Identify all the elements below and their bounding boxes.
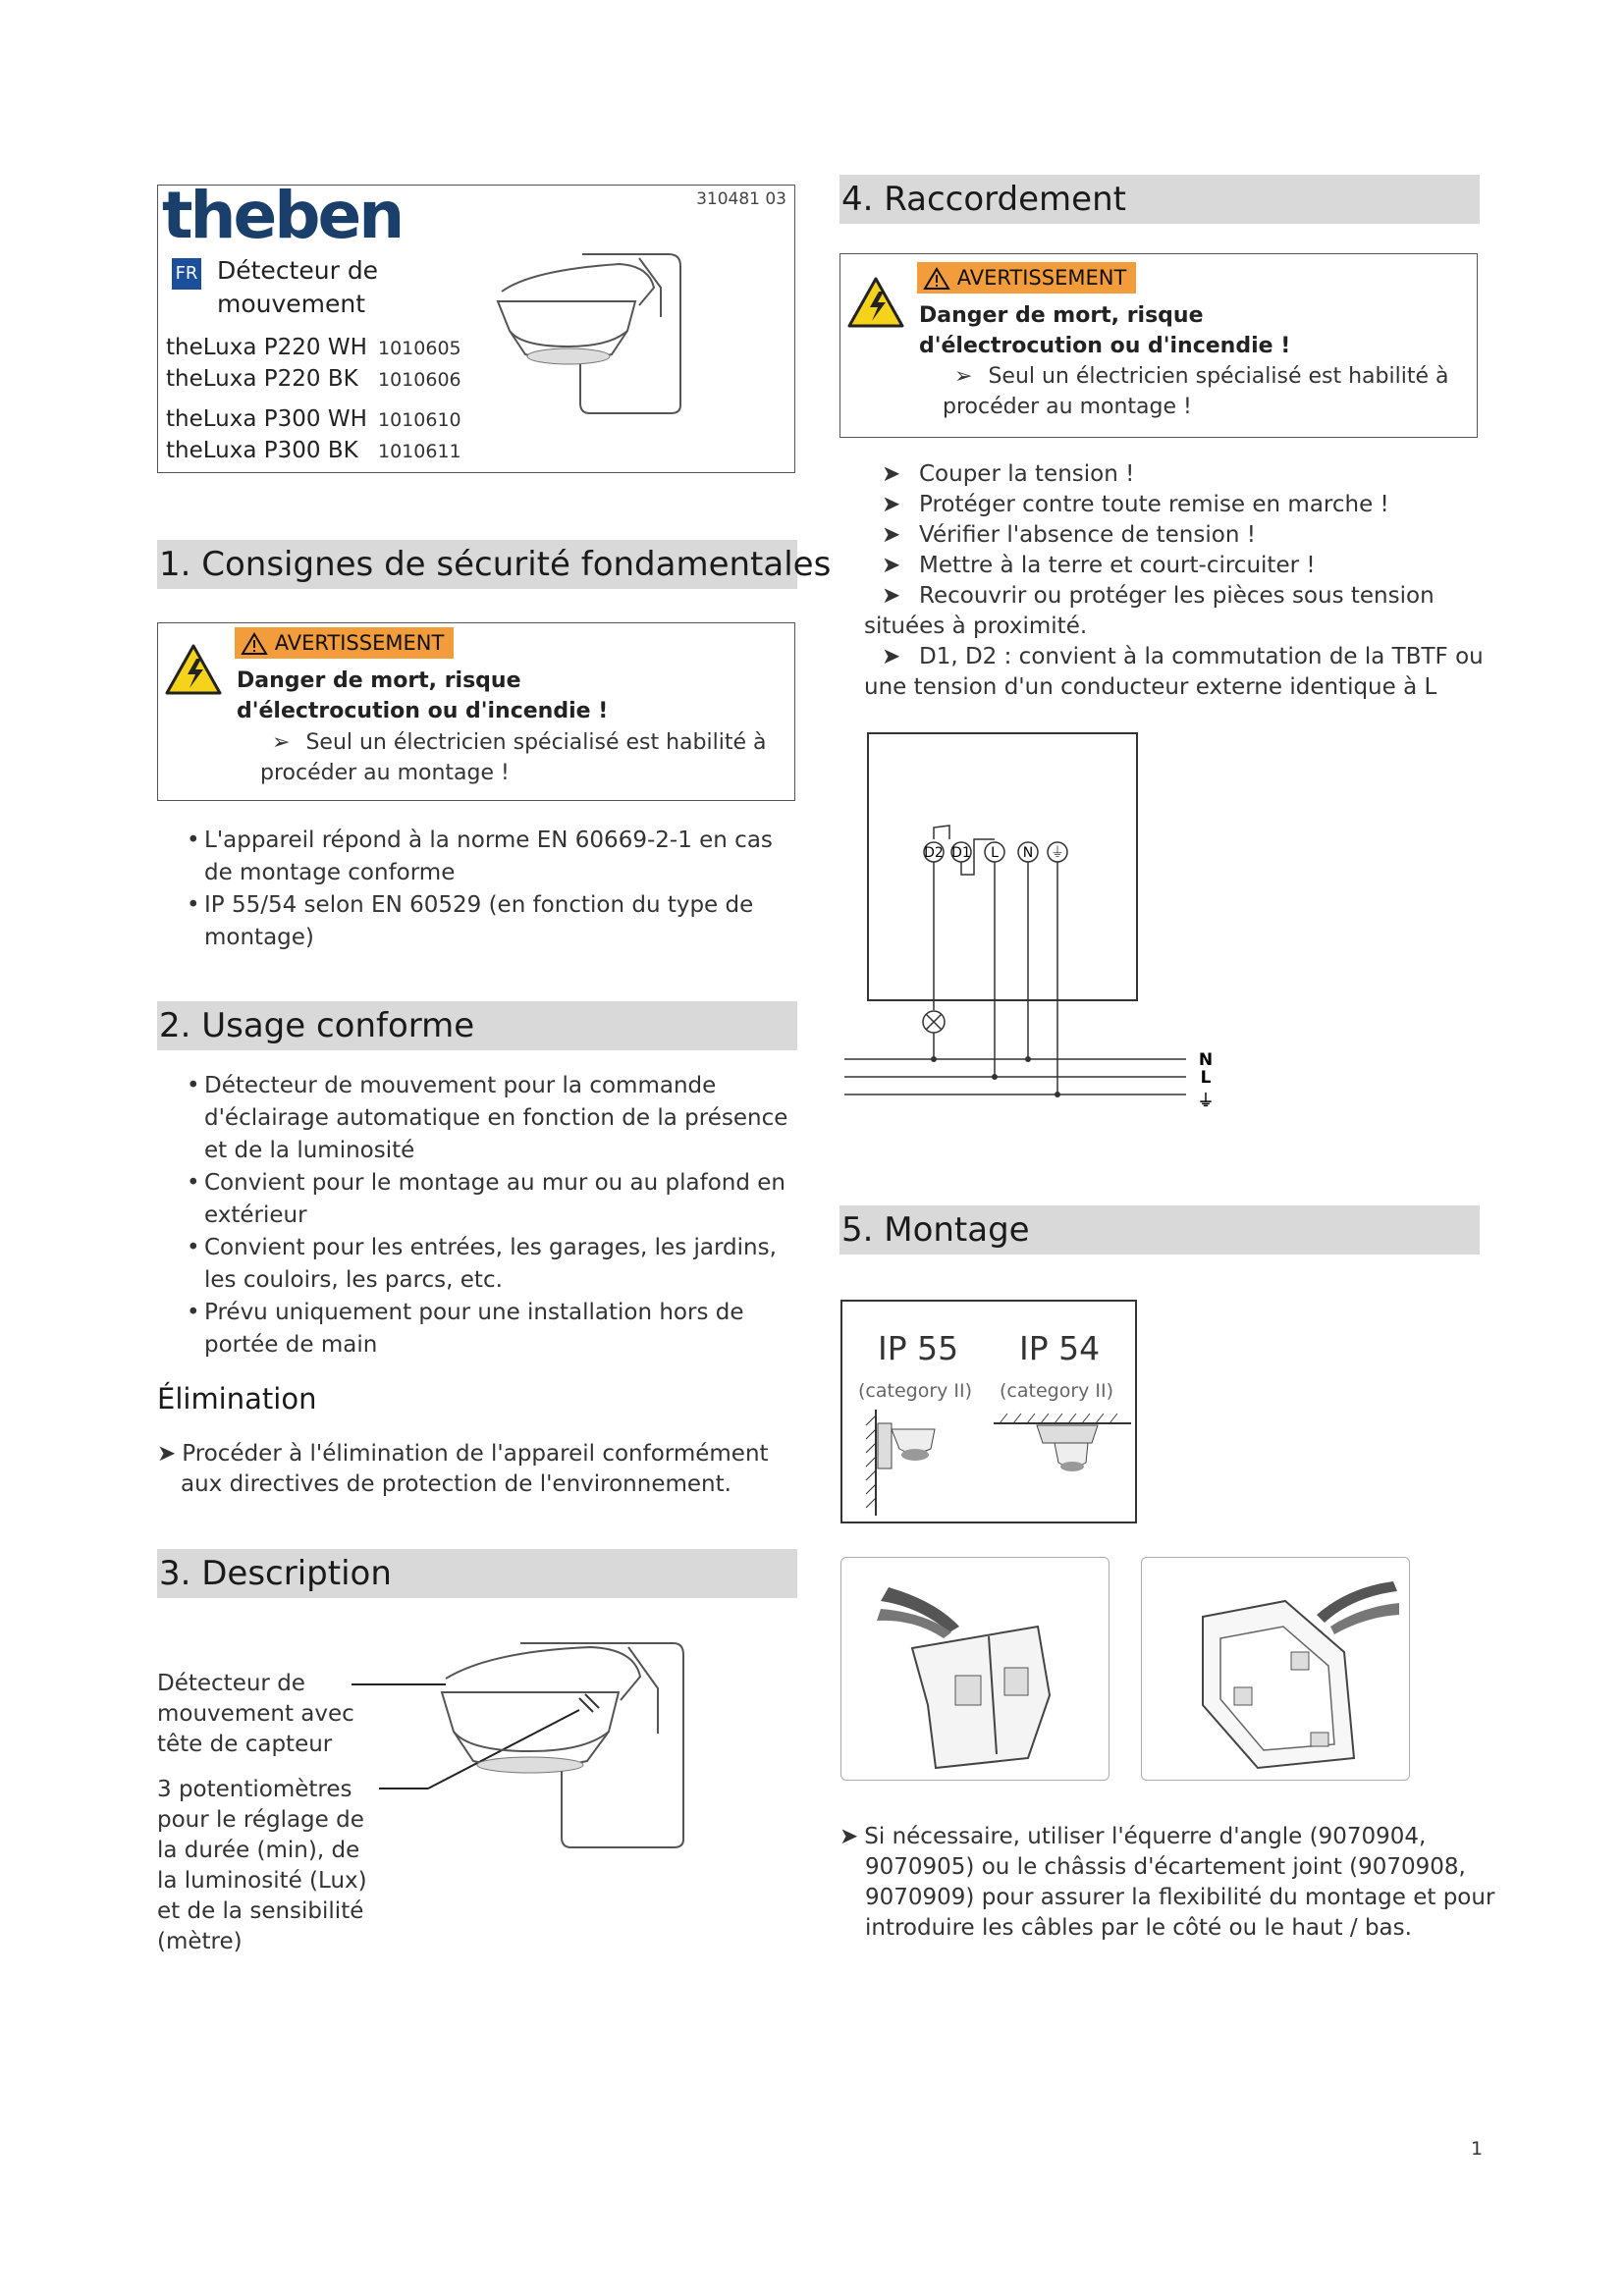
arrow-icon: ➤ [157,1441,177,1467]
line-label-L: L [1200,1068,1212,1088]
mounting-note: ➤ Si nécessaire, utiliser l'équerre d'angle (9070904, 9070905) ou le châssis d'écartement joint (9070908, 9070909) pour assurer la flexibilité du montage et pour introduire les câbles par le côté ou le haut / bas. [839,1824,1495,1941]
section-2-heading: 2. Usage conforme [157,1001,797,1050]
electric-hazard-icon [164,643,223,696]
pliers-cutting-frame-illustration [1142,1558,1409,1780]
step-item: ➤ Couper la tension ! [864,459,1551,490]
arrow-icon: ➤ [882,583,901,609]
section-4-heading: 4. Raccordement [839,175,1480,224]
product-row: theLuxa P220 BK 1010606 [166,366,461,392]
ip-wall-rating: IP 55 [878,1329,959,1367]
ip-ceiling-rating: IP 54 [1019,1329,1101,1367]
terminal-N [1018,842,1038,862]
brand-logo: theben [162,178,403,253]
language-badge: FR [172,258,201,290]
arrow-icon: ➤ [882,644,901,669]
list-item: • L'appareil répond à la norme EN 60669-2-1 en cas de montage conforme [157,825,805,889]
list-item: • Prévu uniquement pour une installation hors de portée de main [157,1297,805,1362]
section-3-heading: 3. Description [157,1549,797,1598]
line-label-N: N [1198,1050,1214,1070]
svg-text:D1: D1 [951,845,971,861]
svg-text:⏚: ⏚ [1051,845,1064,861]
product-row: theLuxa P300 WH 1010610 [166,406,461,432]
description-label-potentiometers: 3 potentiomètres pour le réglage de la durée (min), de la luminosité (Lux) et de la sensibilité (mètre) [157,1777,367,1954]
step-item: ➤ Recouvrir ou protéger les pièces sous tension situées à proximité. [864,583,1435,639]
warning-box [839,253,1478,438]
warning-text-block: ➢ Seul un électricien spécialisé est habilité à procéder au montage ! [943,364,1449,419]
svg-text:D2: D2 [924,845,944,861]
arrow-icon: ➤ [839,1824,859,1849]
step-item: ➤ Vérifier l'absence de tension ! [864,520,1551,551]
section-2-bullets [157,1070,805,1362]
list-item: • IP 55/54 selon EN 60529 (en fonction du type de montage) [157,889,805,954]
arrow-icon: ➢ [954,364,973,389]
warning-title: Danger de mort, risque d'électrocution ou d'incendie ! [919,303,1291,358]
connection-steps [864,459,1551,703]
arrow-icon: ➤ [882,553,901,578]
warning-box [157,622,795,801]
product-row: theLuxa P300 BK 1010611 [166,438,461,463]
page-number: 1 [1471,2138,1484,2160]
wiring-diagram [844,731,1237,1124]
list-item: • Détecteur de mouvement pour la commande d'éclairage automatique en fonction de la présence et de la luminosité [157,1070,805,1167]
section-5-heading: 5. Montage [839,1205,1480,1255]
arrow-icon: ➤ [882,492,901,517]
list-item: • Convient pour les entrées, les garages, les jardins, les couloirs, les parcs, etc. [157,1232,805,1297]
disposal-text: ➤ Procéder à l'élimination de l'appareil conformément aux directives de protection de l'environnement. [157,1441,769,1497]
product-row: theLuxa P220 WH 1010605 [166,335,461,360]
list-item: • Convient pour le montage au mur ou au plafond en extérieur [157,1167,805,1232]
terminal-D2 [924,842,944,862]
product-list [166,333,461,467]
product-title: Détecteur de mouvement [217,256,379,318]
section-1-heading: 1. Consignes de sécurité fondamentales [157,540,797,589]
terminal-ground [1048,842,1067,862]
lamp-icon [923,1011,945,1033]
description-label-sensor: Détecteur de mouvement avec tête de capteur [157,1671,354,1757]
doc-number: 310481 03 [696,189,786,209]
disposal-heading: Élimination [157,1382,317,1415]
arrow-icon: ➤ [882,461,901,487]
product-header-box [157,178,795,473]
device-description-drawing [344,1639,697,1855]
svg-text:N: N [1022,845,1034,861]
section-1-bullets [157,825,805,954]
wall-mount-icon [862,1410,980,1518]
device-illustration [492,248,708,415]
terminal-D1 [951,842,971,862]
step-item: ➤ Mettre à la terre et court-circuiter ! [864,551,1551,581]
corner-bracket-image [840,1557,1110,1781]
warning-label: AVERTISSEMENT [917,262,1136,294]
warning-icon [241,632,268,656]
warning-icon [923,267,950,291]
arrow-icon: ➤ [882,522,901,548]
step-item: ➤ Protéger contre toute remise en marche ! [864,490,1551,520]
warning-title: Danger de mort, risque d'électrocution ou d'incendie ! [237,668,609,723]
warning-text-block: ➢ Seul un électricien spécialisé est habilité à procéder au montage ! [260,730,767,785]
electric-hazard-icon [846,276,905,329]
step-item: ➤ D1, D2 : convient à la commutation de la TBTF ou une tension d'un conducteur externe identique à L [864,644,1484,700]
spacer-frame-image [1141,1557,1410,1781]
ip-ceiling-category: (category II) [1000,1380,1114,1402]
arrow-icon: ➢ [272,730,291,755]
svg-text:L: L [991,845,999,861]
line-label-ground: ⏚ [1197,1092,1215,1111]
pliers-cutting-bracket-illustration [841,1558,1109,1780]
warning-label: AVERTISSEMENT [235,627,454,659]
terminal-L [985,842,1004,862]
ip-wall-category: (category II) [858,1380,973,1402]
ip-rating-box [840,1300,1137,1523]
ceiling-mount-icon [994,1410,1131,1518]
